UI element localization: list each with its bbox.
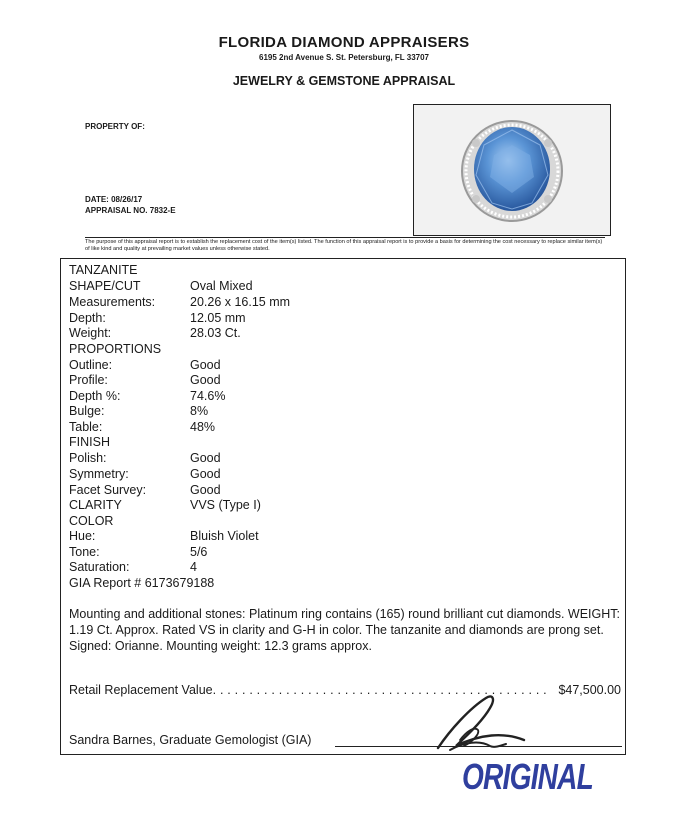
- symmetry-value: Good: [190, 467, 221, 481]
- saturation-label: Saturation:: [69, 560, 130, 574]
- proportions-heading: PROPORTIONS: [69, 342, 162, 356]
- appraiser-signature-line: [69, 733, 311, 747]
- tone-value: 5/6: [190, 545, 208, 559]
- finish-heading: FINISH: [69, 435, 110, 449]
- saturation-value: 4: [190, 560, 197, 574]
- company-name: FLORIDA DIAMOND APPRAISERS: [218, 34, 470, 51]
- measurements-label: Measurements:: [69, 295, 156, 309]
- profile-label: Profile:: [69, 373, 108, 387]
- table-label: Table:: [69, 420, 103, 434]
- clarity-label: CLARITY: [69, 498, 122, 512]
- facet-label: Facet Survey:: [69, 483, 147, 497]
- disclaimer-text: The purpose of this appraisal report is to establish the replacement cost of the item(s) listed. The function of this appraisal report is to provide a basis for determining the cost necessary to replace similar item(s) of like kind and quality at prevailing market values unless otherwise stated.: [85, 237, 605, 253]
- depth-label: Depth:: [69, 311, 106, 325]
- shape-label: SHAPE/CUT: [69, 279, 141, 293]
- handwritten-signature-icon: [420, 690, 530, 760]
- appraisal-box: [60, 258, 626, 755]
- date-text: DATE: 08/26/17: [85, 195, 143, 204]
- outline-label: Outline:: [69, 358, 113, 372]
- symmetry-label: Symmetry:: [69, 467, 129, 481]
- shape-value: Oval Mixed: [190, 279, 253, 293]
- retail-value-line: [69, 683, 621, 697]
- appraiser-name: Sandra Barnes, Graduate Gemologist (GIA): [69, 733, 312, 747]
- original-stamp: ORIGINAL: [462, 756, 594, 797]
- hue-value: Bluish Violet: [190, 529, 259, 543]
- ring-photo: [413, 104, 611, 236]
- gem-name: TANZANITE: [69, 263, 138, 277]
- retail-label: Retail Replacement Value: [69, 683, 213, 697]
- color-heading: COLOR: [69, 514, 114, 528]
- company-address: 6195 2nd Avenue S. St. Petersburg, FL 33707: [259, 53, 429, 62]
- document-title: JEWELRY & GEMSTONE APPRAISAL: [232, 74, 456, 88]
- clarity-value: VVS (Type I): [190, 498, 261, 512]
- facet-value: Good: [190, 483, 221, 497]
- weight-value: 28.03 Ct.: [190, 326, 241, 340]
- tone-label: Tone:: [69, 545, 100, 559]
- weight-label: Weight:: [69, 326, 112, 340]
- bulge-value: 8%: [190, 404, 209, 418]
- retail-dots: . . . . . . . . . . . . . . . . . . . . . . . . . . . . . . . . . . . . . . . . . . . . . .: [212, 683, 547, 697]
- outline-value: Good: [190, 358, 221, 372]
- appraisal-number: APPRAISAL NO. 7832-E: [85, 206, 176, 215]
- polish-value: Good: [190, 451, 221, 465]
- table-value: 48%: [190, 420, 216, 434]
- mounting-description: Mounting and additional stones: Platinum ring contains (165) round brilliant cut diamonds. WEIGHT: 1.19 Ct. Approx. Rated VS in clarity and G-H in color. The tanzanite and diamonds are prong set. Signed: Orianne. Mounting weight: 12.3 grams approx.: [69, 607, 620, 653]
- measurements-value: 20.26 x 16.15 mm: [190, 295, 291, 309]
- polish-label: Polish:: [69, 451, 107, 465]
- ring-image: [414, 105, 610, 235]
- bulge-label: Bulge:: [69, 404, 105, 418]
- depth-pct-label: Depth %:: [69, 389, 121, 403]
- profile-value: Good: [190, 373, 221, 387]
- depth-pct-value: 74.6%: [190, 389, 226, 403]
- retail-value: $47,500.00: [558, 683, 621, 697]
- hue-label: Hue:: [69, 529, 96, 543]
- property-of-label: PROPERTY OF:: [85, 122, 145, 131]
- depth-value: 12.05 mm: [190, 311, 246, 325]
- gia-report: GIA Report # 6173679188: [69, 576, 215, 590]
